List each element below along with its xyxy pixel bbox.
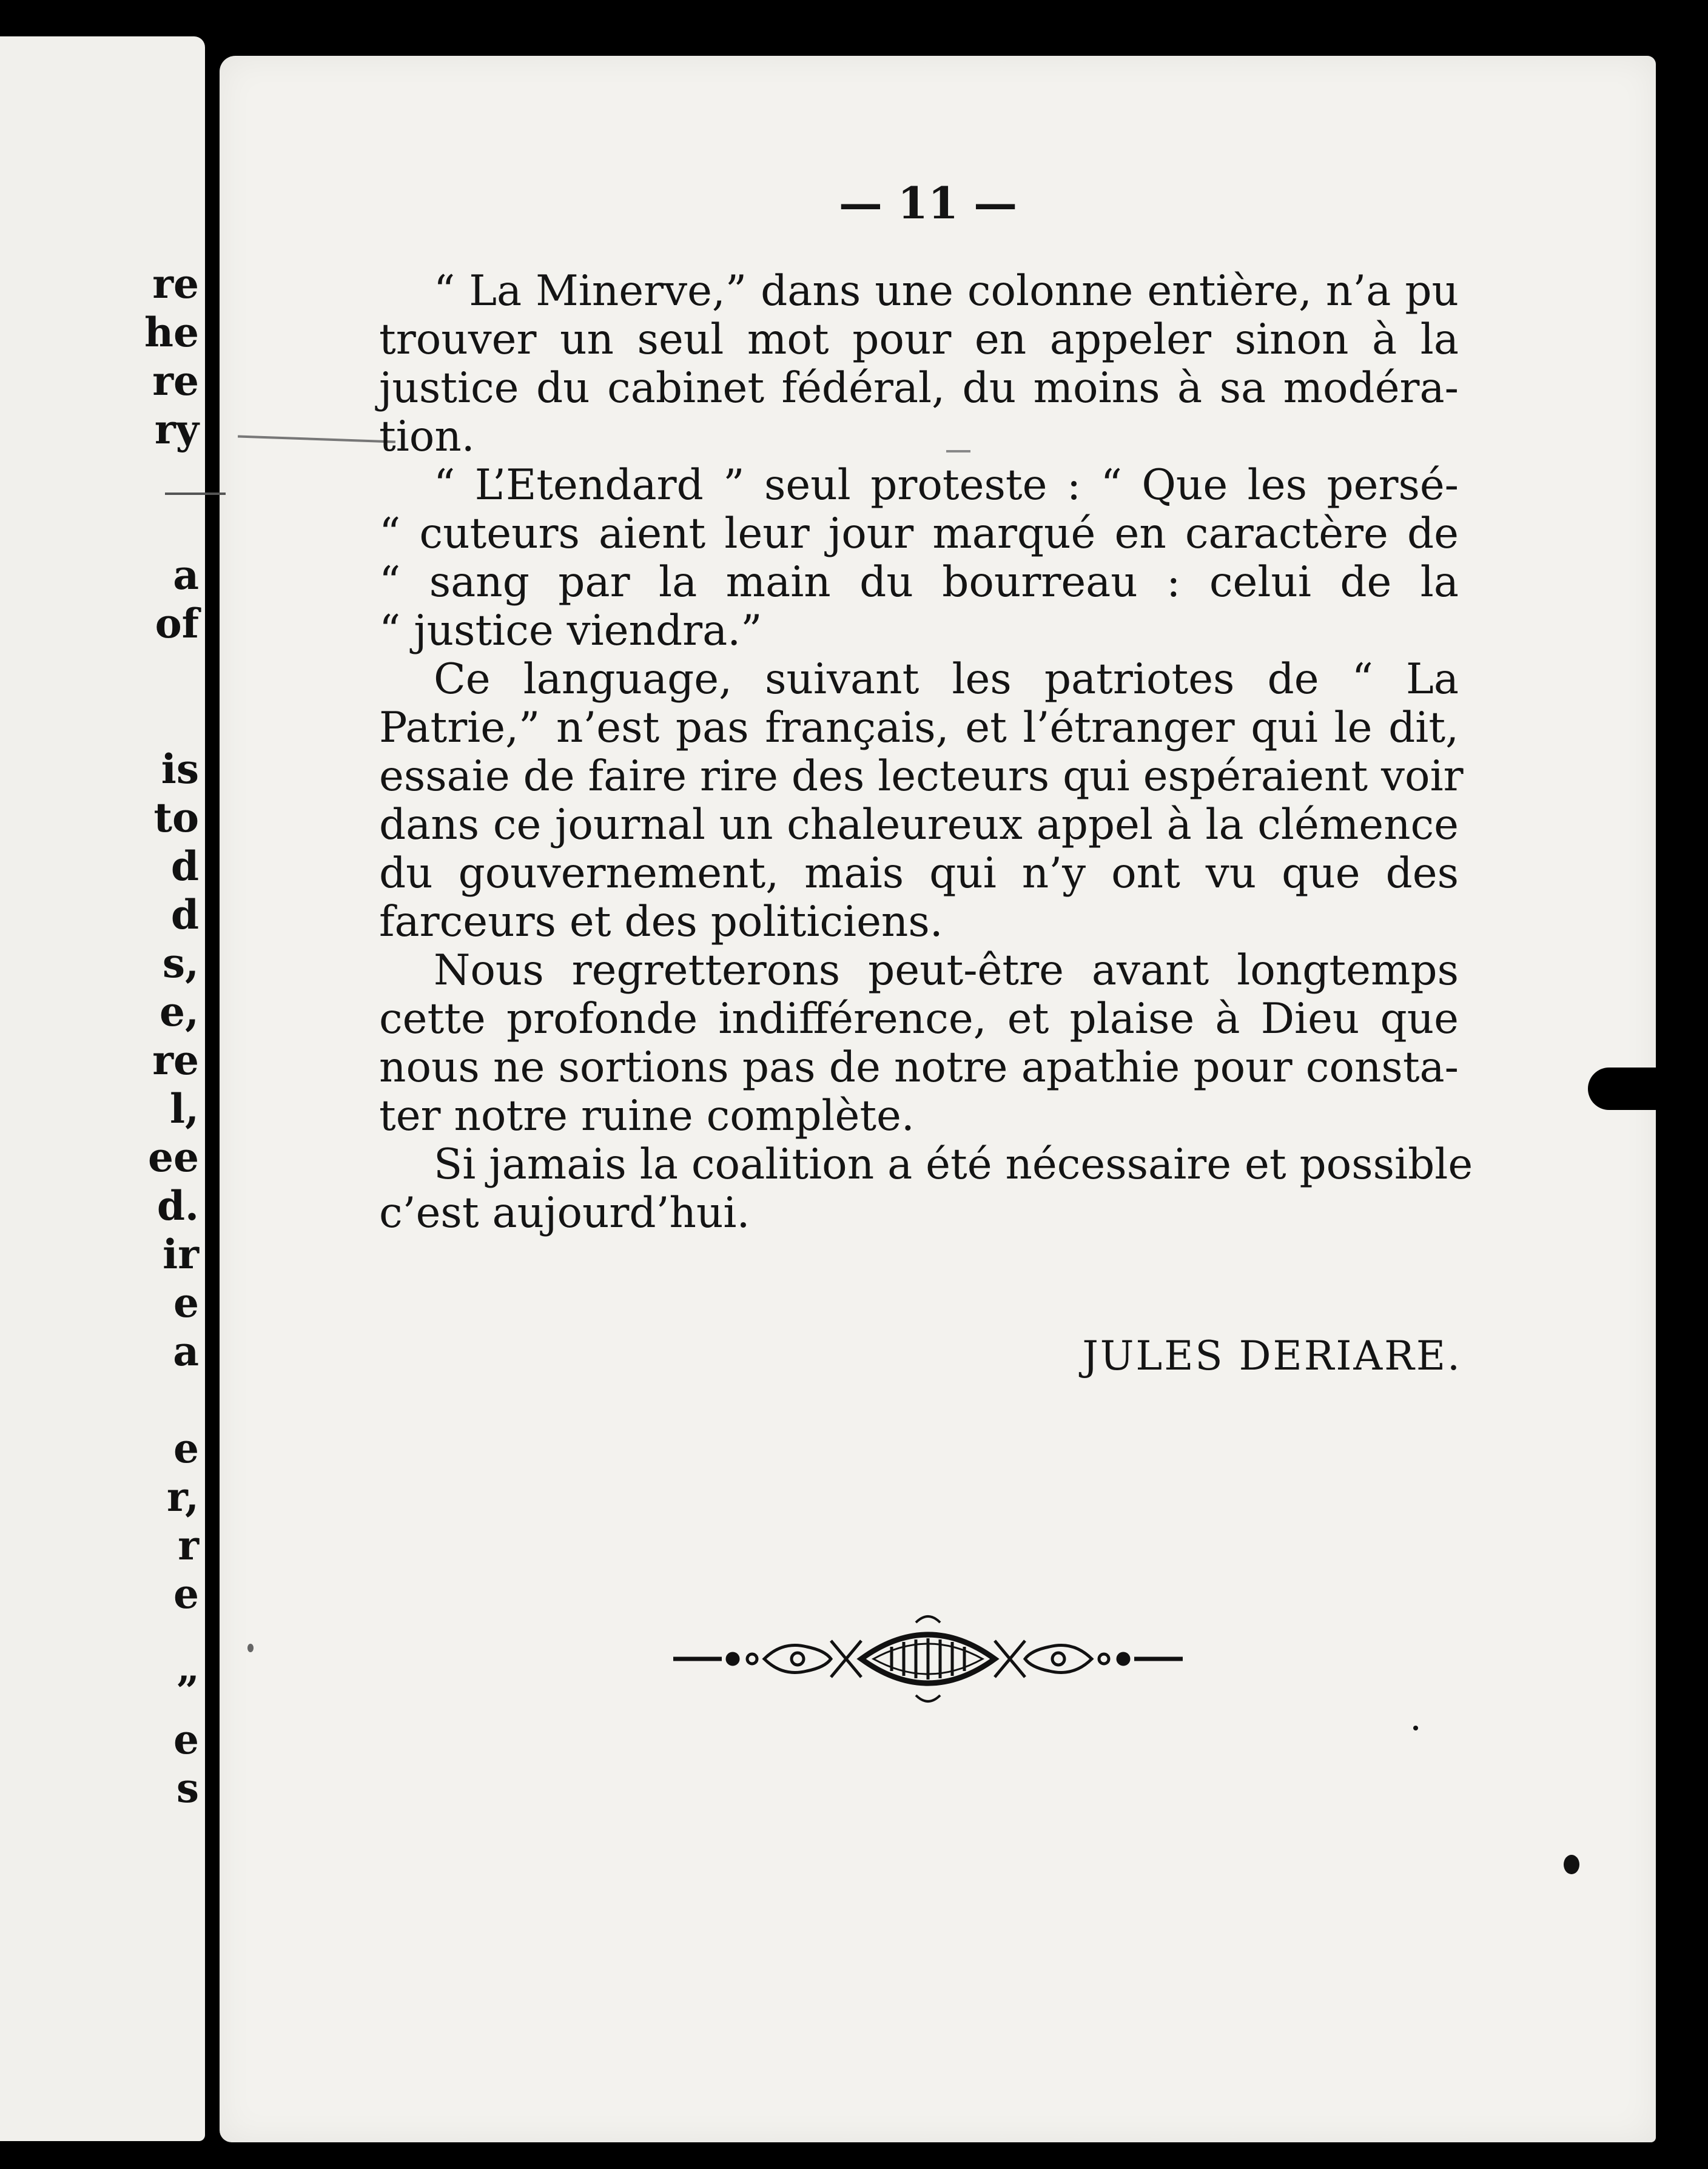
ink-speck xyxy=(1564,1855,1579,1874)
left-page-fragment-text: ir xyxy=(163,1231,199,1278)
paragraph xyxy=(379,461,1459,655)
text-line: cette profonde indifférence, et plaise à Dieu que xyxy=(379,995,1459,1043)
left-page-fragment-text: to xyxy=(153,794,199,841)
text-line: Patrie,” n’est pas français, et l’étranger qui le dit, xyxy=(379,704,1459,752)
ornament-divider xyxy=(667,1604,1189,1713)
left-page-fragment-text: a xyxy=(173,1328,199,1375)
left-page-fragment-text: e, xyxy=(160,988,199,1035)
text-line: dans ce journal un chaleureux appel à la clémence xyxy=(379,801,1459,849)
text-line: justice du cabinet fédéral, du moins à sa modéra- xyxy=(379,364,1459,412)
paragraph xyxy=(379,946,1459,1140)
left-page-fragment-text: re xyxy=(152,1037,199,1084)
left-page-fragment-text: l, xyxy=(169,1085,199,1132)
text-line: nous ne sortions pas de notre apathie pour consta- xyxy=(379,1043,1459,1092)
text-line: Ce language, suivant les patriotes de “ La xyxy=(434,655,1459,704)
text-line: c’est aujourd’hui. xyxy=(379,1189,750,1237)
left-page-fragment-text: r, xyxy=(167,1473,199,1521)
text-line: “ cuteurs aient leur jour marqué en caractère de xyxy=(379,509,1459,558)
paragraph xyxy=(379,267,1459,461)
left-page-fragment-text: d xyxy=(170,891,199,938)
left-page-fragment-text: e xyxy=(173,1570,199,1618)
left-page-fragment-text: ” xyxy=(176,1667,199,1715)
page-number: — 11 — xyxy=(838,177,1018,229)
ink-speck xyxy=(247,1644,254,1652)
ink-speck xyxy=(1413,1726,1418,1730)
text-line: du gouvernement, mais qui n’y ont vu que des xyxy=(379,849,1459,898)
text-line: tion. xyxy=(379,412,475,461)
text-line: essaie de faire rire des lecteurs qui espéraient voir xyxy=(379,752,1464,801)
left-page-fragment-text: re xyxy=(152,260,199,308)
paragraph xyxy=(379,1140,1473,1237)
paragraph xyxy=(379,655,1464,946)
text-line: “ sang par la main du bourreau : celui de la xyxy=(379,558,1459,607)
left-page-fragment-text: e xyxy=(173,1425,199,1472)
text-line: “ justice viendra.” xyxy=(379,607,762,655)
left-page-fragment-text: ry xyxy=(154,406,199,453)
text-line: farceurs et des politiciens. xyxy=(379,898,943,946)
text-line: Nous regretterons peut-être avant longtemps xyxy=(434,946,1459,995)
left-page-fragment-text: e xyxy=(173,1716,199,1763)
text-line: trouver un seul mot pour en appeler sinon à la xyxy=(379,315,1459,364)
left-page-fragment-text: s, xyxy=(162,940,199,987)
left-page-fragment-text: d xyxy=(170,842,199,890)
left-page-fragment-text: ee xyxy=(148,1134,199,1181)
left-page-fragment-text: s xyxy=(176,1764,199,1812)
left-page-fragment-text: r xyxy=(178,1522,199,1569)
text-line: Si jamais la coalition a été nécessaire et possible xyxy=(434,1140,1473,1189)
body-text xyxy=(379,267,1473,1237)
text-line: “ La Minerve,” dans une colonne entière, n’a pu xyxy=(434,267,1459,315)
left-page-fragment-text: e xyxy=(173,1279,199,1327)
left-page-fragment-text: is xyxy=(161,745,199,793)
edge-mark xyxy=(165,493,226,495)
left-page-fragment-text: of xyxy=(155,600,199,647)
page-tear xyxy=(1588,1068,1673,1110)
left-page-fragment-text: he xyxy=(144,309,199,356)
text-line: ter notre ruine complète. xyxy=(379,1092,915,1140)
left-page-fragment-text: re xyxy=(152,357,199,405)
left-page-fragment-text: a xyxy=(173,551,199,599)
left-page-fragment xyxy=(0,36,205,2141)
text-line: “ L’Etendard ” seul proteste : “ Que les persé- xyxy=(434,461,1459,509)
author-signature: JULES DERIARE. xyxy=(1082,1333,1462,1379)
left-page-fragment-text: d. xyxy=(156,1182,199,1229)
